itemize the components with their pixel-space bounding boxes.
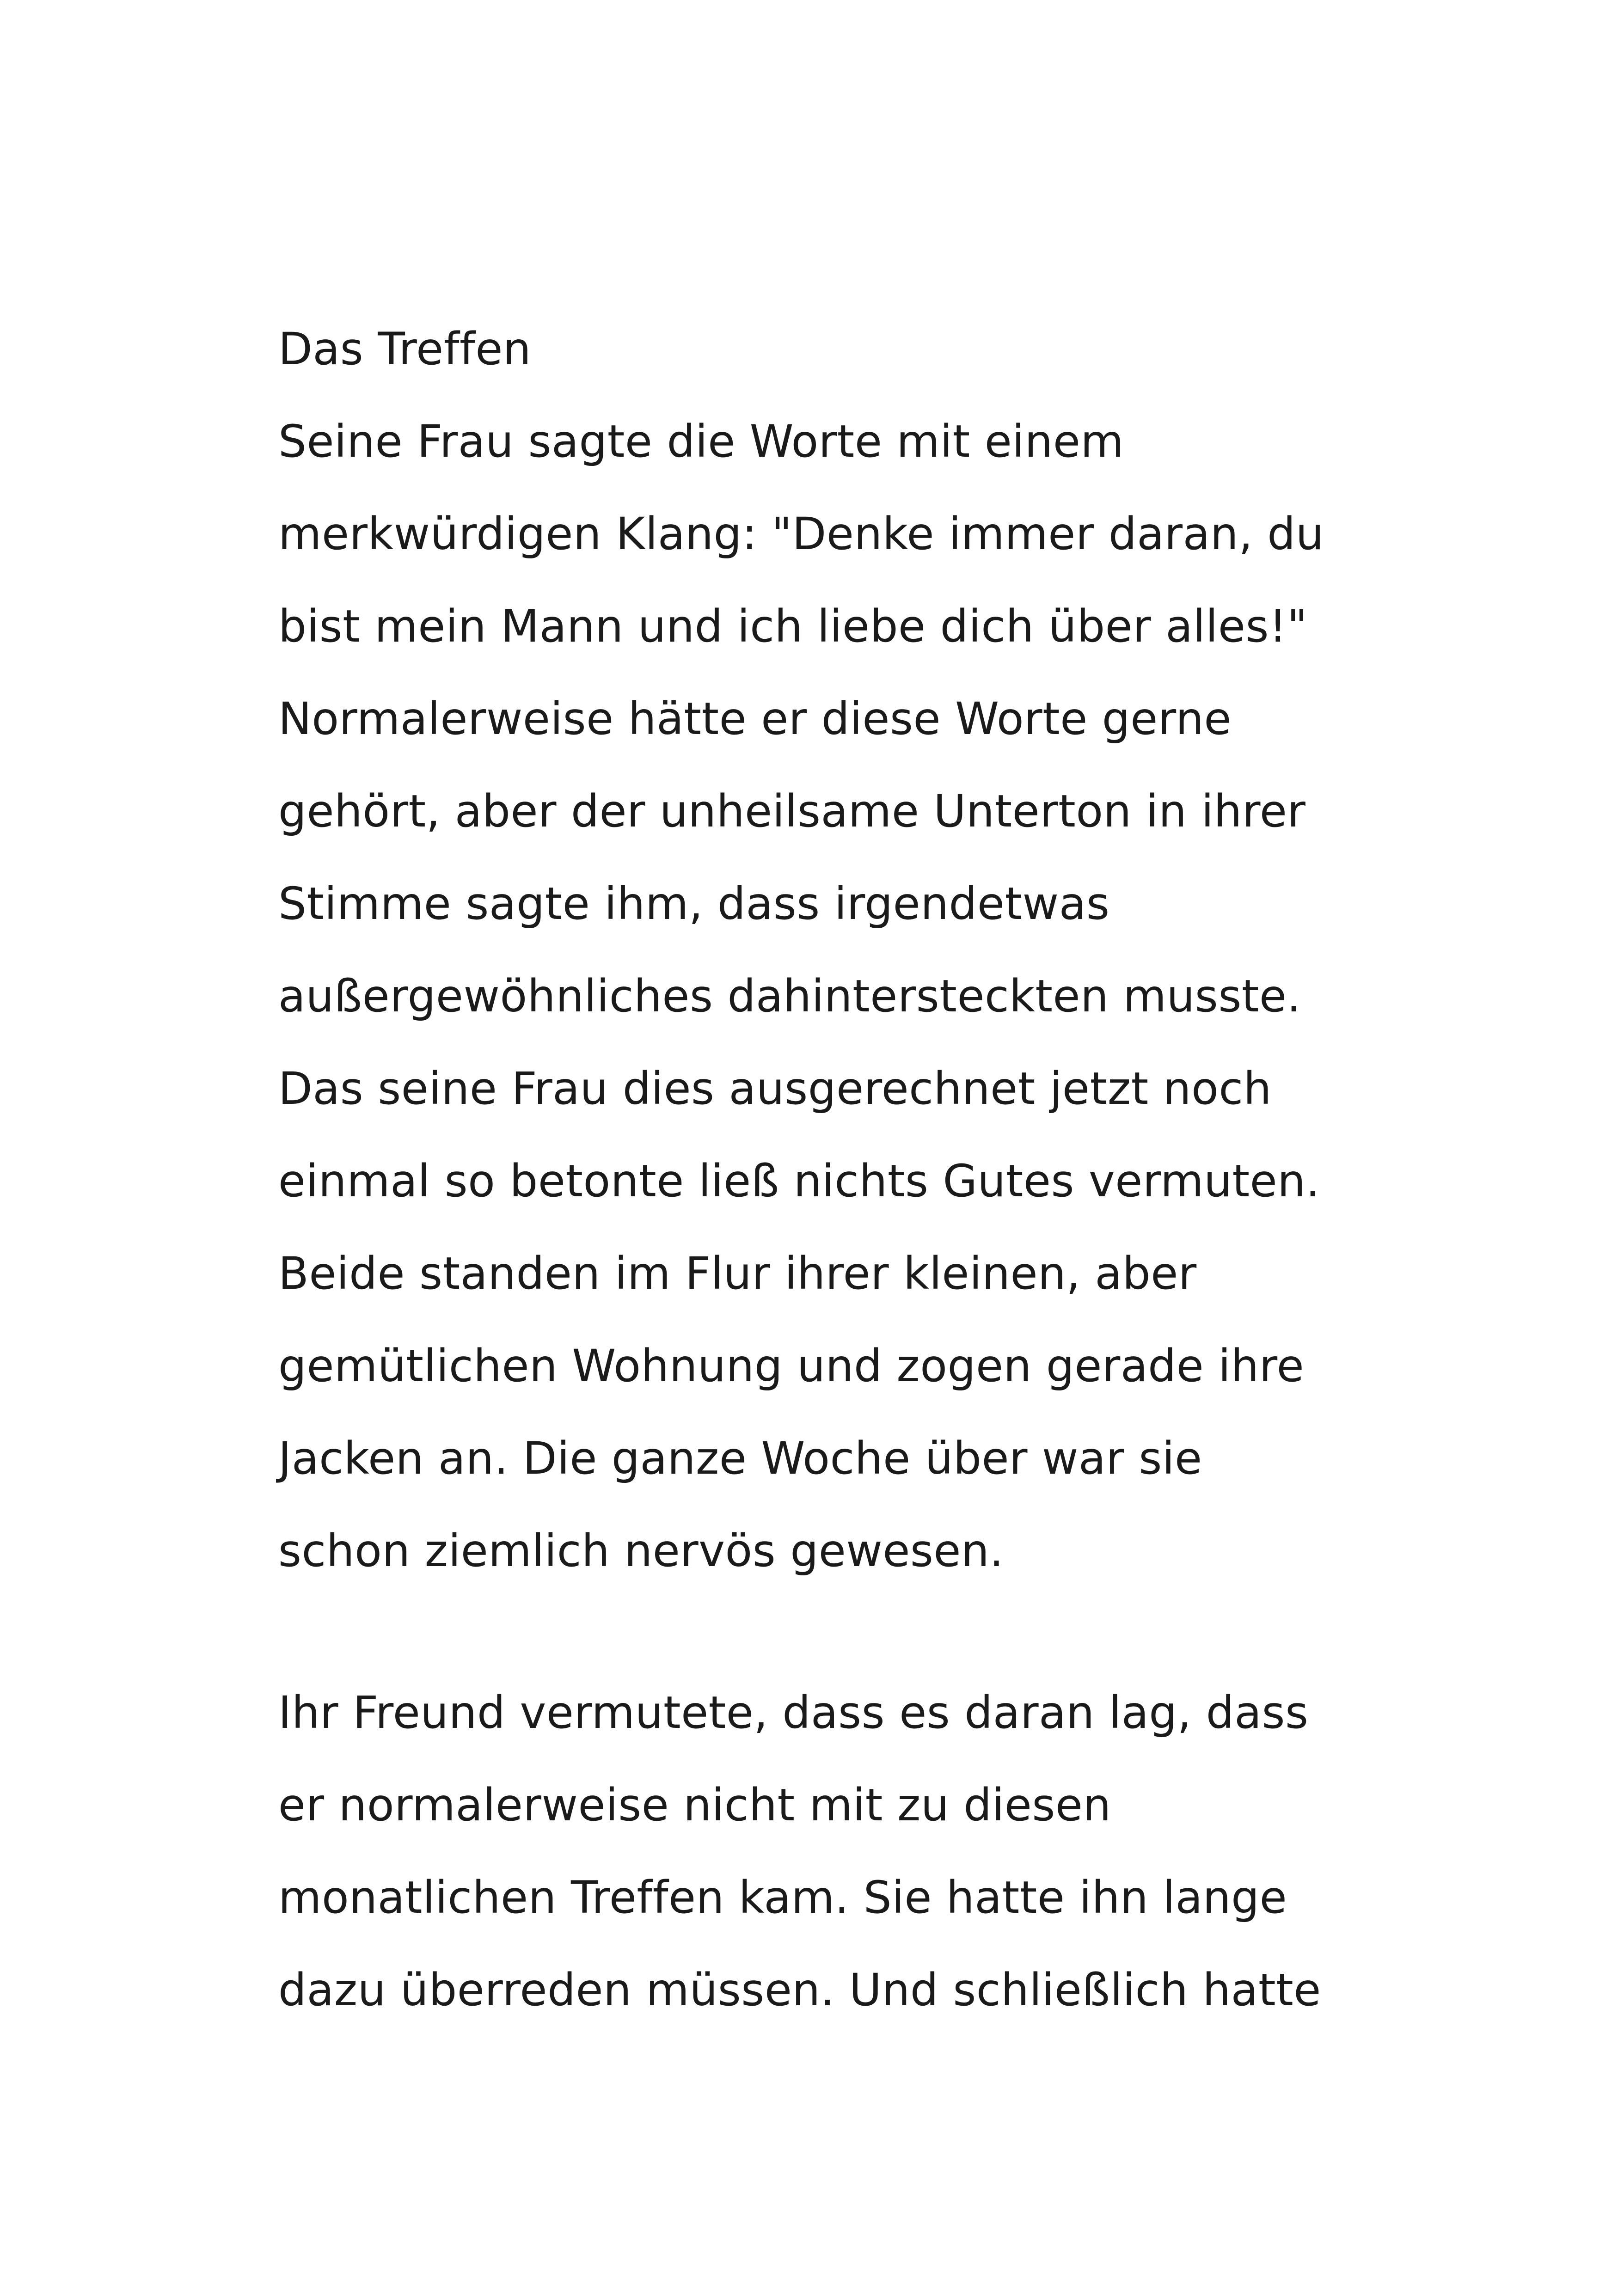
paragraph-1-line: bist mein Mann und ich liebe dich über alles!" (278, 600, 1308, 652)
paragraph-2-line: er normalerweise nicht mit zu diesen (278, 1779, 1111, 1831)
paragraph-1-line: Jacken an. Die ganze Woche über war sie (278, 1433, 1202, 1484)
paragraph-2-line: monatlichen Treffen kam. Sie hatte ihn lange (278, 1872, 1287, 1923)
paragraph-1-line: Stimme sagte ihm, dass irgendetwas (278, 878, 1110, 930)
paragraph-1-line: Seine Frau sagte die Worte mit einem (278, 416, 1124, 467)
paragraph-2-line: Ihr Freund vermutete, dass es daran lag, dass (278, 1687, 1309, 1739)
paragraph-1-line: Das seine Frau dies ausgerechnet jetzt noch (278, 1063, 1272, 1114)
paragraph-1-line: gemütlichen Wohnung und zogen gerade ihre (278, 1340, 1305, 1392)
paragraph-1-line: gehört, aber der unheilsame Unterton in ihrer (278, 785, 1306, 837)
paragraph-1-line: außergewöhnliches dahintersteckten musste. (278, 970, 1301, 1022)
paragraph-1-line: Normalerweise hätte er diese Worte gerne (278, 693, 1232, 745)
paragraph-1-line: merkwürdigen Klang: "Denke immer daran, du (278, 508, 1324, 560)
paragraph-1-line: Beide standen im Flur ihrer kleinen, aber (278, 1248, 1197, 1299)
paragraph-2-line: dazu überreden müssen. Und schließlich hatte (278, 1964, 1321, 2016)
paragraph-1-line: einmal so betonte ließ nichts Gutes vermuten. (278, 1155, 1320, 1207)
document-title: Das Treffen (278, 323, 532, 375)
story-block-2 (278, 1666, 1388, 2036)
paragraph-1-line: schon ziemlich nervös gewesen. (278, 1525, 1004, 1577)
story-block-1 (278, 303, 1388, 1597)
